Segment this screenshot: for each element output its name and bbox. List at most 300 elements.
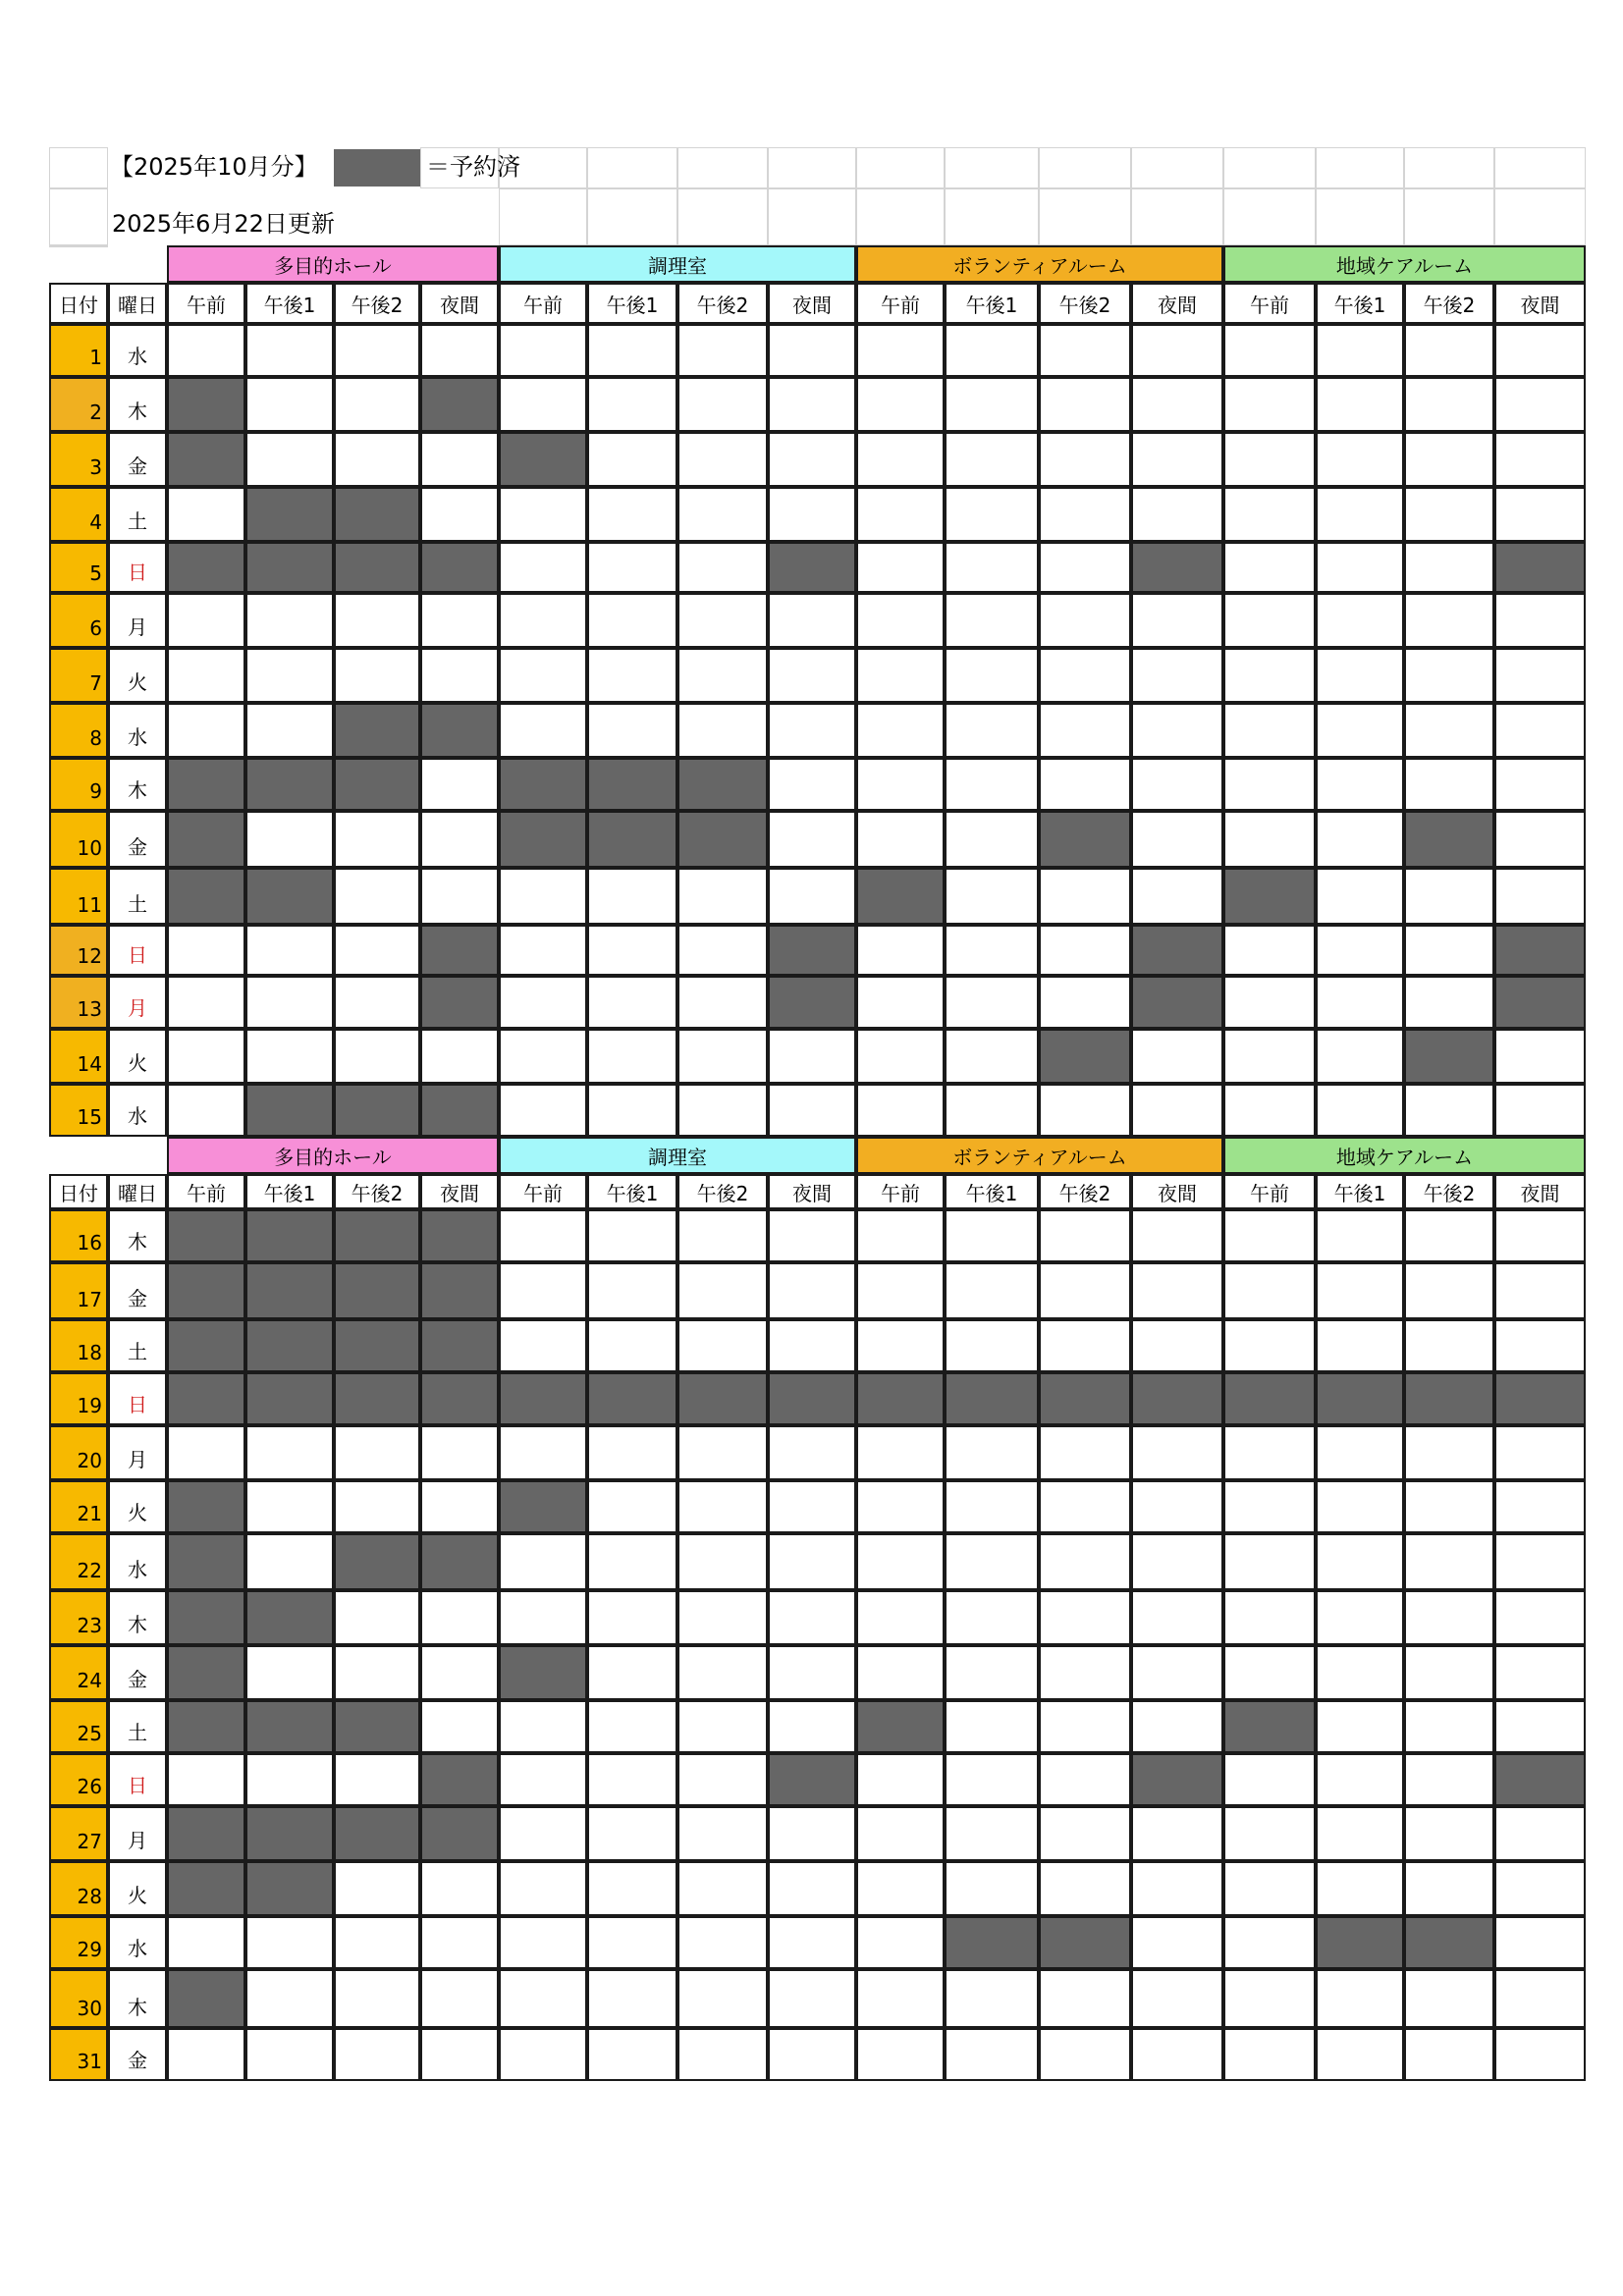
weekday-cell: 木 — [108, 1969, 167, 2028]
booked-slot-cell — [245, 1700, 334, 1753]
slot-header: 午後2 — [1404, 283, 1494, 324]
booked-slot-cell — [768, 1753, 856, 1806]
weekday-cell: 月 — [108, 1425, 167, 1480]
booked-slot-cell — [245, 487, 334, 542]
booked-slot-cell — [245, 758, 334, 811]
slot-header: 午前 — [856, 283, 945, 324]
date-cell: 5 — [49, 542, 108, 593]
slot-header: 午後1 — [587, 283, 677, 324]
available-slot-cell — [1404, 324, 1494, 377]
booked-slot-cell — [1223, 1372, 1316, 1425]
available-slot-cell — [1494, 1480, 1586, 1533]
available-slot-cell — [677, 648, 768, 703]
available-slot-cell — [245, 648, 334, 703]
date-cell: 4 — [49, 487, 108, 542]
available-slot-cell — [334, 1645, 420, 1700]
booked-slot-cell — [167, 1372, 245, 1425]
available-slot-cell — [1494, 324, 1586, 377]
available-slot-cell — [1223, 1916, 1316, 1969]
available-slot-cell — [856, 1969, 945, 2028]
available-slot-cell — [499, 542, 587, 593]
available-slot-cell — [167, 1029, 245, 1084]
available-slot-cell — [856, 324, 945, 377]
available-slot-cell — [1223, 1319, 1316, 1372]
available-slot-cell — [768, 1861, 856, 1916]
booked-slot-cell — [420, 1753, 499, 1806]
available-slot-cell — [768, 593, 856, 648]
booked-slot-cell — [1039, 1029, 1131, 1084]
booked-slot-cell — [587, 1372, 677, 1425]
weekday-cell: 金 — [108, 432, 167, 487]
available-slot-cell — [1404, 868, 1494, 925]
available-slot-cell — [420, 432, 499, 487]
available-slot-cell — [856, 1916, 945, 1969]
available-slot-cell — [1223, 1861, 1316, 1916]
available-slot-cell — [1494, 2028, 1586, 2081]
available-slot-cell — [945, 1425, 1039, 1480]
available-slot-cell — [1131, 1806, 1223, 1861]
available-slot-cell — [1131, 1861, 1223, 1916]
available-slot-cell — [1223, 1029, 1316, 1084]
available-slot-cell — [945, 487, 1039, 542]
available-slot-cell — [677, 1533, 768, 1590]
available-slot-cell — [1404, 377, 1494, 432]
available-slot-cell — [587, 1969, 677, 2028]
available-slot-cell — [1223, 432, 1316, 487]
available-slot-cell — [768, 1533, 856, 1590]
booked-slot-cell — [768, 542, 856, 593]
available-slot-cell — [677, 542, 768, 593]
available-slot-cell — [1039, 703, 1131, 758]
weekday-cell: 水 — [108, 1916, 167, 1969]
booked-slot-cell — [945, 1916, 1039, 1969]
available-slot-cell — [587, 1700, 677, 1753]
date-column-header: 日付 — [49, 283, 108, 324]
weekday-cell: 火 — [108, 1480, 167, 1533]
date-cell: 2 — [49, 377, 108, 432]
available-slot-cell — [945, 703, 1039, 758]
available-slot-cell — [587, 1029, 677, 1084]
grid-cell — [945, 188, 1039, 245]
grid-cell — [677, 188, 768, 245]
available-slot-cell — [1039, 1084, 1131, 1137]
slot-header: 夜間 — [768, 1174, 856, 1209]
available-slot-cell — [1039, 487, 1131, 542]
slot-header: 午前 — [167, 1174, 245, 1209]
available-slot-cell — [1494, 1209, 1586, 1262]
weekday-cell: 日 — [108, 1753, 167, 1806]
available-slot-cell — [587, 377, 677, 432]
available-slot-cell — [1404, 432, 1494, 487]
available-slot-cell — [1404, 1806, 1494, 1861]
weekday-cell: 日 — [108, 925, 167, 976]
available-slot-cell — [1316, 1533, 1404, 1590]
weekday-cell: 月 — [108, 593, 167, 648]
available-slot-cell — [167, 593, 245, 648]
date-cell: 26 — [49, 1753, 108, 1806]
slot-header: 午後2 — [677, 283, 768, 324]
available-slot-cell — [856, 1425, 945, 1480]
available-slot-cell — [1223, 703, 1316, 758]
available-slot-cell — [334, 1480, 420, 1533]
available-slot-cell — [856, 1209, 945, 1262]
available-slot-cell — [1404, 1084, 1494, 1137]
available-slot-cell — [1039, 1753, 1131, 1806]
date-cell: 25 — [49, 1700, 108, 1753]
available-slot-cell — [677, 1700, 768, 1753]
booked-slot-cell — [499, 1480, 587, 1533]
available-slot-cell — [1039, 324, 1131, 377]
booked-slot-cell — [1316, 1916, 1404, 1969]
available-slot-cell — [334, 811, 420, 868]
slot-header: 午前 — [499, 1174, 587, 1209]
available-slot-cell — [1131, 377, 1223, 432]
date-column-header: 日付 — [49, 1174, 108, 1209]
available-slot-cell — [1223, 593, 1316, 648]
available-slot-cell — [945, 1806, 1039, 1861]
available-slot-cell — [768, 1262, 856, 1319]
booked-slot-cell — [245, 1861, 334, 1916]
available-slot-cell — [768, 1319, 856, 1372]
booked-slot-cell — [167, 1209, 245, 1262]
available-slot-cell — [499, 1262, 587, 1319]
date-cell: 11 — [49, 868, 108, 925]
available-slot-cell — [1039, 1590, 1131, 1645]
available-slot-cell — [1494, 487, 1586, 542]
date-cell: 21 — [49, 1480, 108, 1533]
available-slot-cell — [167, 324, 245, 377]
available-slot-cell — [677, 1262, 768, 1319]
booked-slot-cell — [1039, 1372, 1131, 1425]
available-slot-cell — [420, 324, 499, 377]
booked-slot-cell — [167, 758, 245, 811]
booked-slot-cell — [167, 377, 245, 432]
date-cell: 3 — [49, 432, 108, 487]
available-slot-cell — [1039, 1533, 1131, 1590]
available-slot-cell — [856, 2028, 945, 2081]
available-slot-cell — [499, 1425, 587, 1480]
available-slot-cell — [856, 925, 945, 976]
available-slot-cell — [945, 648, 1039, 703]
available-slot-cell — [1131, 1209, 1223, 1262]
room-header: 地域ケアルーム — [1223, 245, 1586, 283]
available-slot-cell — [856, 1533, 945, 1590]
available-slot-cell — [1131, 1029, 1223, 1084]
weekday-cell: 木 — [108, 1590, 167, 1645]
booked-slot-cell — [245, 1084, 334, 1137]
available-slot-cell — [245, 1916, 334, 1969]
booked-slot-cell — [768, 1372, 856, 1425]
legend-text: ＝予約済 — [426, 153, 520, 181]
available-slot-cell — [1039, 1480, 1131, 1533]
available-slot-cell — [499, 1590, 587, 1645]
available-slot-cell — [245, 1753, 334, 1806]
available-slot-cell — [1494, 377, 1586, 432]
available-slot-cell — [1494, 593, 1586, 648]
booked-slot-cell — [856, 1372, 945, 1425]
available-slot-cell — [587, 593, 677, 648]
grid-cell — [499, 188, 587, 245]
available-slot-cell — [1223, 758, 1316, 811]
available-slot-cell — [420, 1969, 499, 2028]
available-slot-cell — [167, 925, 245, 976]
booked-slot-cell — [245, 1209, 334, 1262]
booked-slot-cell — [167, 1590, 245, 1645]
available-slot-cell — [677, 1861, 768, 1916]
available-slot-cell — [245, 1969, 334, 2028]
available-slot-cell — [945, 1861, 1039, 1916]
available-slot-cell — [1039, 868, 1131, 925]
available-slot-cell — [945, 1029, 1039, 1084]
date-cell: 6 — [49, 593, 108, 648]
booked-slot-cell — [167, 1969, 245, 2028]
date-cell: 8 — [49, 703, 108, 758]
available-slot-cell — [420, 487, 499, 542]
weekday-cell: 日 — [108, 1372, 167, 1425]
available-slot-cell — [945, 758, 1039, 811]
available-slot-cell — [1223, 925, 1316, 976]
grid-cell — [768, 188, 856, 245]
booked-slot-cell — [167, 1700, 245, 1753]
available-slot-cell — [1404, 1645, 1494, 1700]
available-slot-cell — [1131, 758, 1223, 811]
available-slot-cell — [245, 976, 334, 1029]
available-slot-cell — [856, 703, 945, 758]
weekday-cell: 土 — [108, 487, 167, 542]
date-cell: 29 — [49, 1916, 108, 1969]
slot-header: 午後1 — [945, 283, 1039, 324]
booked-slot-cell — [167, 811, 245, 868]
available-slot-cell — [945, 811, 1039, 868]
available-slot-cell — [1404, 542, 1494, 593]
booked-slot-cell — [167, 1645, 245, 1700]
booked-slot-cell — [245, 868, 334, 925]
weekday-cell: 木 — [108, 758, 167, 811]
booked-slot-cell — [1494, 542, 1586, 593]
booked-slot-cell — [245, 1590, 334, 1645]
available-slot-cell — [856, 1806, 945, 1861]
slot-header: 午後1 — [945, 1174, 1039, 1209]
available-slot-cell — [856, 1084, 945, 1137]
available-slot-cell — [768, 1969, 856, 2028]
available-slot-cell — [677, 703, 768, 758]
available-slot-cell — [945, 1209, 1039, 1262]
available-slot-cell — [856, 593, 945, 648]
available-slot-cell — [245, 1029, 334, 1084]
available-slot-cell — [167, 648, 245, 703]
booked-slot-cell — [677, 758, 768, 811]
available-slot-cell — [1223, 811, 1316, 868]
available-slot-cell — [1316, 324, 1404, 377]
booked-slot-cell — [1404, 1372, 1494, 1425]
available-slot-cell — [1131, 1425, 1223, 1480]
available-slot-cell — [1131, 593, 1223, 648]
available-slot-cell — [167, 1425, 245, 1480]
available-slot-cell — [587, 1753, 677, 1806]
available-slot-cell — [768, 487, 856, 542]
slot-header: 午後2 — [1404, 1174, 1494, 1209]
available-slot-cell — [768, 758, 856, 811]
available-slot-cell — [1131, 1916, 1223, 1969]
available-slot-cell — [856, 377, 945, 432]
available-slot-cell — [1316, 868, 1404, 925]
available-slot-cell — [945, 593, 1039, 648]
weekday-cell: 火 — [108, 648, 167, 703]
available-slot-cell — [1494, 1806, 1586, 1861]
available-slot-cell — [587, 1480, 677, 1533]
booked-slot-cell — [245, 1262, 334, 1319]
available-slot-cell — [945, 1969, 1039, 2028]
booked-slot-cell — [499, 811, 587, 868]
available-slot-cell — [499, 868, 587, 925]
available-slot-cell — [1316, 811, 1404, 868]
available-slot-cell — [499, 1969, 587, 2028]
grid-cell — [1316, 188, 1404, 245]
weekday-cell: 木 — [108, 377, 167, 432]
available-slot-cell — [499, 2028, 587, 2081]
available-slot-cell — [499, 487, 587, 542]
booked-slot-cell — [677, 811, 768, 868]
weekday-column-header: 曜日 — [108, 1174, 167, 1209]
available-slot-cell — [587, 1916, 677, 1969]
available-slot-cell — [768, 1645, 856, 1700]
available-slot-cell — [420, 868, 499, 925]
available-slot-cell — [1404, 2028, 1494, 2081]
room-header: 多目的ホール — [167, 245, 499, 283]
available-slot-cell — [1316, 703, 1404, 758]
available-slot-cell — [245, 811, 334, 868]
available-slot-cell — [587, 1262, 677, 1319]
grid-cell — [1223, 147, 1316, 188]
available-slot-cell — [420, 593, 499, 648]
available-slot-cell — [677, 324, 768, 377]
grid-cell — [1131, 147, 1223, 188]
slot-header: 夜間 — [420, 1174, 499, 1209]
available-slot-cell — [856, 1861, 945, 1916]
available-slot-cell — [768, 868, 856, 925]
booked-slot-cell — [420, 377, 499, 432]
available-slot-cell — [1494, 1262, 1586, 1319]
available-slot-cell — [1316, 1700, 1404, 1753]
date-cell: 31 — [49, 2028, 108, 2081]
weekday-cell: 金 — [108, 1262, 167, 1319]
booked-slot-cell — [1131, 542, 1223, 593]
slot-header: 午後1 — [1316, 1174, 1404, 1209]
available-slot-cell — [1494, 1533, 1586, 1590]
available-slot-cell — [945, 1480, 1039, 1533]
available-slot-cell — [768, 703, 856, 758]
available-slot-cell — [1223, 1425, 1316, 1480]
available-slot-cell — [1404, 1969, 1494, 2028]
available-slot-cell — [245, 1425, 334, 1480]
booked-slot-cell — [1039, 811, 1131, 868]
available-slot-cell — [1039, 1806, 1131, 1861]
available-slot-cell — [1131, 2028, 1223, 2081]
available-slot-cell — [1039, 542, 1131, 593]
available-slot-cell — [1131, 1319, 1223, 1372]
available-slot-cell — [1223, 377, 1316, 432]
available-slot-cell — [1494, 1319, 1586, 1372]
date-cell: 18 — [49, 1319, 108, 1372]
available-slot-cell — [768, 1480, 856, 1533]
booked-slot-cell — [587, 811, 677, 868]
available-slot-cell — [499, 377, 587, 432]
available-slot-cell — [856, 648, 945, 703]
available-slot-cell — [1494, 1916, 1586, 1969]
available-slot-cell — [1223, 1084, 1316, 1137]
grid-cell — [49, 188, 108, 245]
booked-slot-cell — [334, 487, 420, 542]
weekday-cell: 水 — [108, 1533, 167, 1590]
booked-slot-cell — [167, 542, 245, 593]
available-slot-cell — [677, 1209, 768, 1262]
available-slot-cell — [768, 1209, 856, 1262]
available-slot-cell — [499, 1916, 587, 1969]
date-cell: 23 — [49, 1590, 108, 1645]
booked-slot-cell — [167, 1262, 245, 1319]
available-slot-cell — [1039, 925, 1131, 976]
available-slot-cell — [587, 1533, 677, 1590]
slot-header: 夜間 — [1131, 283, 1223, 324]
available-slot-cell — [856, 1480, 945, 1533]
available-slot-cell — [245, 324, 334, 377]
available-slot-cell — [1039, 1700, 1131, 1753]
booked-slot-cell — [334, 542, 420, 593]
available-slot-cell — [768, 377, 856, 432]
available-slot-cell — [1494, 1425, 1586, 1480]
available-slot-cell — [587, 925, 677, 976]
available-slot-cell — [245, 1533, 334, 1590]
available-slot-cell — [1316, 976, 1404, 1029]
available-slot-cell — [856, 1753, 945, 1806]
room-header: 調理室 — [499, 245, 856, 283]
available-slot-cell — [420, 1861, 499, 1916]
weekday-cell: 水 — [108, 324, 167, 377]
available-slot-cell — [1131, 1084, 1223, 1137]
available-slot-cell — [856, 1645, 945, 1700]
weekday-cell: 火 — [108, 1861, 167, 1916]
available-slot-cell — [677, 487, 768, 542]
booked-slot-cell — [1494, 925, 1586, 976]
available-slot-cell — [587, 542, 677, 593]
available-slot-cell — [945, 542, 1039, 593]
date-cell: 1 — [49, 324, 108, 377]
available-slot-cell — [1404, 1533, 1494, 1590]
available-slot-cell — [677, 1319, 768, 1372]
date-cell: 19 — [49, 1372, 108, 1425]
available-slot-cell — [1316, 593, 1404, 648]
available-slot-cell — [1316, 1806, 1404, 1861]
available-slot-cell — [945, 1084, 1039, 1137]
available-slot-cell — [245, 377, 334, 432]
available-slot-cell — [1131, 1590, 1223, 1645]
slot-header: 午後2 — [677, 1174, 768, 1209]
grid-cell — [1494, 147, 1586, 188]
available-slot-cell — [499, 1533, 587, 1590]
date-cell: 24 — [49, 1645, 108, 1700]
available-slot-cell — [1316, 758, 1404, 811]
available-slot-cell — [856, 976, 945, 1029]
available-slot-cell — [167, 976, 245, 1029]
available-slot-cell — [1404, 1480, 1494, 1533]
available-slot-cell — [945, 324, 1039, 377]
available-slot-cell — [1494, 1700, 1586, 1753]
slot-header: 午後1 — [1316, 283, 1404, 324]
grid-cell — [1223, 188, 1316, 245]
available-slot-cell — [1316, 1425, 1404, 1480]
available-slot-cell — [1316, 377, 1404, 432]
grid-cell — [768, 147, 856, 188]
